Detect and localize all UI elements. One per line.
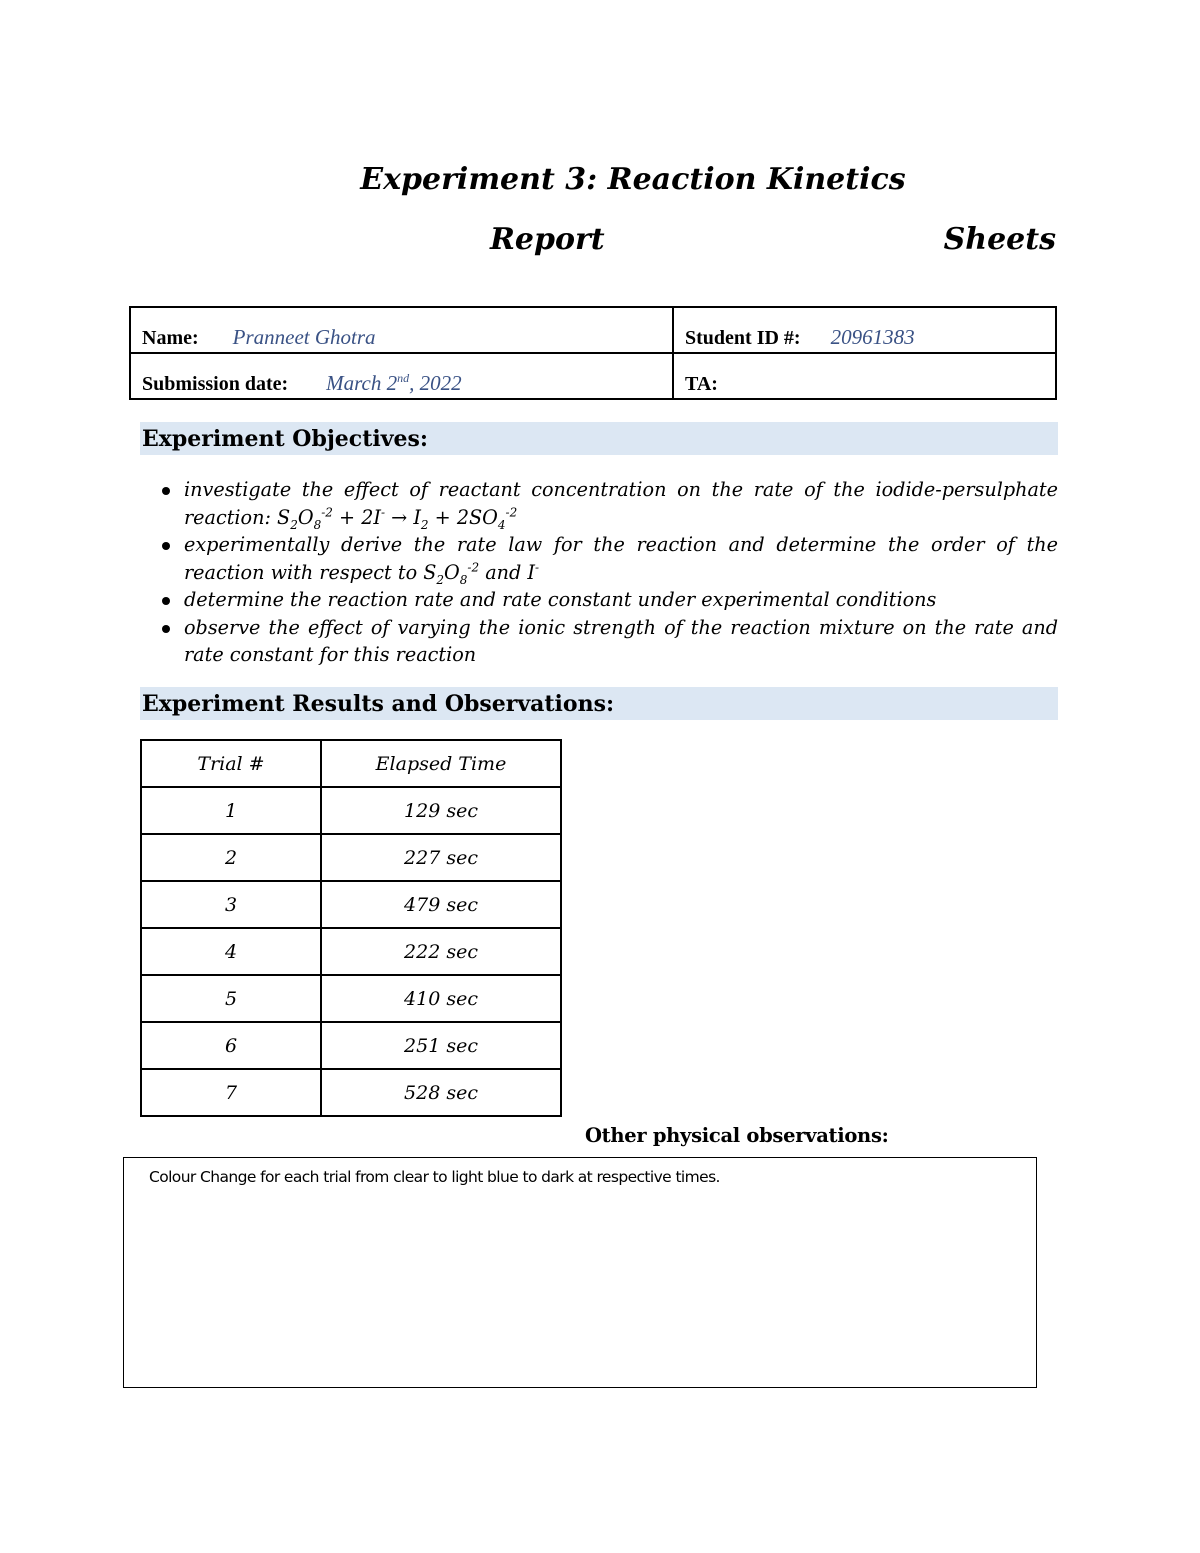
objective-text: investigate the effect of reactant concentration on the rate of the iodide-persulphate reaction: bbox=[184, 478, 1058, 529]
ta-cell bbox=[673, 353, 1056, 399]
submission-value-pre: March 2 bbox=[326, 371, 398, 395]
submission-label: Submission date: bbox=[142, 373, 289, 395]
trial-number-cell: 1 bbox=[141, 787, 321, 834]
formula-part: - bbox=[380, 505, 386, 520]
table-row bbox=[141, 787, 561, 834]
observations-text: Colour Change for each trial from clear to light blue to dark at respective times. bbox=[149, 1168, 720, 1186]
objectives-heading: Experiment Objectives: bbox=[140, 422, 1058, 455]
trial-number-cell: 2 bbox=[141, 834, 321, 881]
chemical-formula bbox=[423, 560, 540, 587]
trial-number-cell: 4 bbox=[141, 928, 321, 975]
formula-part: + 2SO bbox=[428, 505, 498, 529]
student-id-cell bbox=[673, 307, 1056, 353]
formula-part: S bbox=[423, 560, 437, 584]
formula-part: O bbox=[444, 560, 460, 584]
objective-item bbox=[158, 531, 1058, 586]
formula-part: - bbox=[534, 560, 540, 575]
results-header-row bbox=[141, 740, 561, 787]
submission-value-sup: nd bbox=[397, 371, 410, 385]
table-row bbox=[141, 834, 561, 881]
info-row bbox=[130, 307, 1056, 353]
student-info-table bbox=[129, 306, 1057, 400]
table-row bbox=[141, 1069, 561, 1116]
column-header-trial: Trial # bbox=[141, 740, 321, 787]
formula-part: -2 bbox=[467, 560, 480, 575]
subtitle-sheets: Sheets bbox=[943, 222, 1056, 257]
formula-part: 8 bbox=[313, 517, 322, 532]
table-row bbox=[141, 881, 561, 928]
name-value: Pranneet Ghotra bbox=[232, 325, 376, 349]
column-header-elapsed-time: Elapsed Time bbox=[321, 740, 561, 787]
formula-part: -2 bbox=[321, 505, 333, 520]
trial-number-cell: 6 bbox=[141, 1022, 321, 1069]
bullet-icon bbox=[162, 487, 170, 495]
formula-part: and I bbox=[479, 560, 535, 584]
formula-part: S bbox=[277, 505, 291, 529]
results-heading: Experiment Results and Observations: bbox=[140, 687, 1058, 720]
ta-label: TA: bbox=[685, 373, 718, 395]
student-id-value: 20961383 bbox=[830, 325, 915, 349]
trial-number-cell: 7 bbox=[141, 1069, 321, 1116]
elapsed-time-cell: 410 sec bbox=[321, 975, 561, 1022]
subtitle-report: Report bbox=[490, 222, 605, 257]
formula-part: + 2I bbox=[332, 505, 381, 529]
objective-item bbox=[158, 586, 1058, 614]
formula-part: 2 bbox=[290, 517, 298, 532]
formula-part: 4 bbox=[497, 517, 506, 532]
student-id-label: Student ID #: bbox=[685, 327, 801, 349]
elapsed-time-cell: 528 sec bbox=[321, 1069, 561, 1116]
formula-part: 2 bbox=[436, 572, 445, 587]
objective-text: observe the effect of varying the ionic strength of the reaction mixture on the rate and rate constant for this reaction bbox=[184, 615, 1058, 666]
formula-part: 8 bbox=[459, 572, 468, 587]
results-table bbox=[140, 739, 562, 1117]
page-title: Experiment 3: Reaction Kinetics bbox=[360, 162, 906, 197]
bullet-icon bbox=[162, 542, 170, 550]
objective-text: determine the reaction rate and rate constant under experimental conditions bbox=[184, 588, 937, 611]
formula-part: -2 bbox=[505, 505, 518, 520]
submission-cell bbox=[130, 353, 673, 399]
elapsed-time-cell: 129 sec bbox=[321, 787, 561, 834]
objective-item bbox=[158, 614, 1058, 669]
info-row bbox=[130, 353, 1056, 399]
elapsed-time-cell: 479 sec bbox=[321, 881, 561, 928]
other-observations-label: Other physical observations: bbox=[585, 1124, 889, 1147]
formula-part: O bbox=[297, 505, 314, 529]
table-row bbox=[141, 1022, 561, 1069]
table-row bbox=[141, 975, 561, 1022]
elapsed-time-cell: 227 sec bbox=[321, 834, 561, 881]
table-row bbox=[141, 928, 561, 975]
observations-box bbox=[123, 1157, 1037, 1388]
bullet-icon bbox=[162, 625, 170, 633]
objectives-list bbox=[158, 476, 1058, 669]
name-label: Name: bbox=[142, 327, 199, 349]
bullet-icon bbox=[162, 597, 170, 605]
submission-value bbox=[326, 371, 461, 396]
objective-item bbox=[158, 476, 1058, 531]
name-cell bbox=[130, 307, 673, 353]
submission-value-post: , 2022 bbox=[409, 371, 462, 395]
elapsed-time-cell: 222 sec bbox=[321, 928, 561, 975]
formula-part: → I bbox=[385, 505, 421, 529]
trial-number-cell: 5 bbox=[141, 975, 321, 1022]
objective-text: experimentally derive the rate law for the reaction and determine the order of the reaction with respect to bbox=[184, 533, 1058, 584]
elapsed-time-cell: 251 sec bbox=[321, 1022, 561, 1069]
trial-number-cell: 3 bbox=[141, 881, 321, 928]
chemical-formula bbox=[277, 505, 518, 532]
formula-part: 2 bbox=[420, 517, 429, 532]
